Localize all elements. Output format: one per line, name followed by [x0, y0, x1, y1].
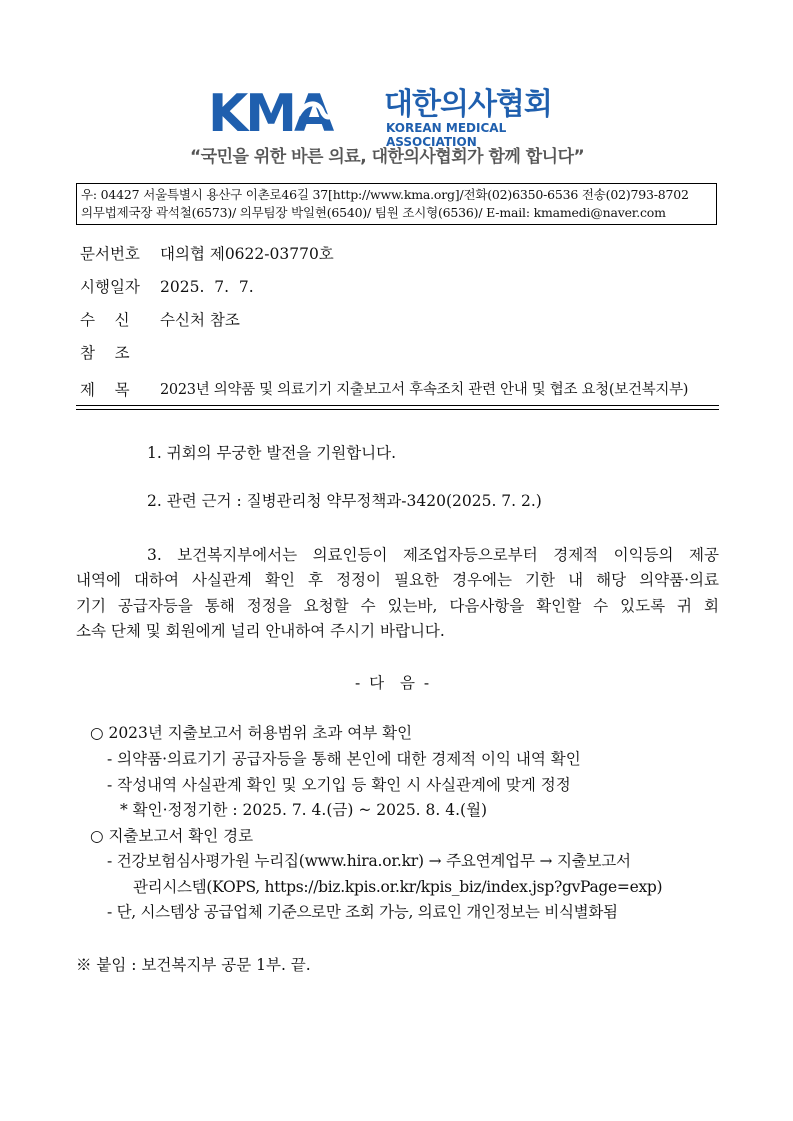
item-2-sub-2: - 단, 시스템상 공급업체 기준으로만 조회 가능, 의료인 개인정보는 비식별화됨 — [107, 903, 618, 921]
kma-logo-text: KMA — [208, 84, 332, 144]
doc-number: 대의협 제0622-03770호 — [160, 245, 334, 263]
contact-address: 우: 04427 서울특별시 용산구 이촌로46길 37[http://www.kma.org]/전화(02)6350-6536 전송(02)793-8702 — [81, 187, 689, 202]
paragraph-3-line-3: 기기 공급자등을 통해 정정을 요청할 수 있는바, 다음사항을 확인할 수 있도록 귀 회 — [76, 597, 719, 615]
doc-number-label: 문서번호 — [80, 245, 140, 263]
item-2: ○ 지출보고서 확인 경로 — [90, 827, 254, 845]
subject-divider-thin — [76, 409, 719, 410]
reference-label: 참 조 — [80, 344, 130, 362]
paragraph-3-line-1: 3. 보건복지부에서는 의료인등이 제조업자등으로부터 경제적 이익등의 제공 — [147, 546, 719, 564]
item-2-sub-1-line-2: 관리시스템(KOPS, https://biz.kpis.or.kr/kpis_biz/index.jsp?gvPage=exp) — [133, 878, 663, 896]
date-value: 2025. 7. 7. — [160, 278, 254, 296]
contact-box — [76, 183, 717, 225]
kma-logo — [208, 84, 588, 149]
contact-staff: 의무법제국장 곽석철(6573)/ 의무팀장 박일현(6540)/ 팀원 조시형(6536)/ E-mail: kmamedi@naver.com — [81, 205, 666, 220]
item-1-sub-1: - 의약품·의료기기 공급자등을 통해 본인에 대한 경제적 이익 내역 확인 — [107, 750, 581, 768]
kma-logo-wave-icon — [296, 97, 336, 127]
item-2-sub-1-line-1: - 건강보험심사평가원 누리집(www.hira.or.kr) → 주요연계업무 → 지출보고서 — [107, 852, 631, 870]
section-heading: - 다 음 - — [355, 674, 432, 692]
paragraph-1: 1. 귀회의 무궁한 발전을 기원합니다. — [147, 444, 397, 462]
item-1-note: * 확인·정정기한 : 2025. 7. 4.(금) ~ 2025. 8. 4.(월) — [120, 801, 488, 819]
paragraph-3-line-2: 내역에 대하여 사실관계 확인 후 정정이 필요한 경우에는 기한 내 해당 의약품·의료 — [76, 571, 719, 589]
item-1-sub-2: - 작성내역 사실관계 확인 및 오기입 등 확인 시 사실관계에 맞게 정정 — [107, 776, 571, 794]
recipient-label: 수 신 — [80, 311, 130, 329]
recipient-value: 수신처 참조 — [160, 311, 240, 329]
subject-label: 제 목 — [80, 381, 130, 399]
attachment-note: ※ 붙임 : 보건복지부 공문 1부. 끝. — [76, 956, 311, 974]
paragraph-2: 2. 관련 근거 : 질병관리청 약무정책과-3420(2025. 7. 2.) — [147, 492, 542, 510]
item-1: ○ 2023년 지출보고서 허용범위 초과 여부 확인 — [90, 724, 413, 742]
subject-divider — [76, 405, 719, 406]
paragraph-3-line-4: 소속 단체 및 회원에게 널리 안내하여 주시기 바랍니다. — [76, 622, 445, 640]
org-name-ko: 대한의사협회 — [384, 87, 552, 122]
org-name-en: KOREAN MEDICAL ASSOCIATION — [386, 121, 507, 149]
subject-value: 2023년 의약품 및 의료기기 지출보고서 후속조치 관련 안내 및 협조 요청(보건복지부) — [160, 382, 689, 398]
date-label: 시행일자 — [80, 278, 140, 296]
slogan: “국민을 위한 바른 의료, 대한의사협회가 함께 합니다” — [190, 147, 585, 167]
